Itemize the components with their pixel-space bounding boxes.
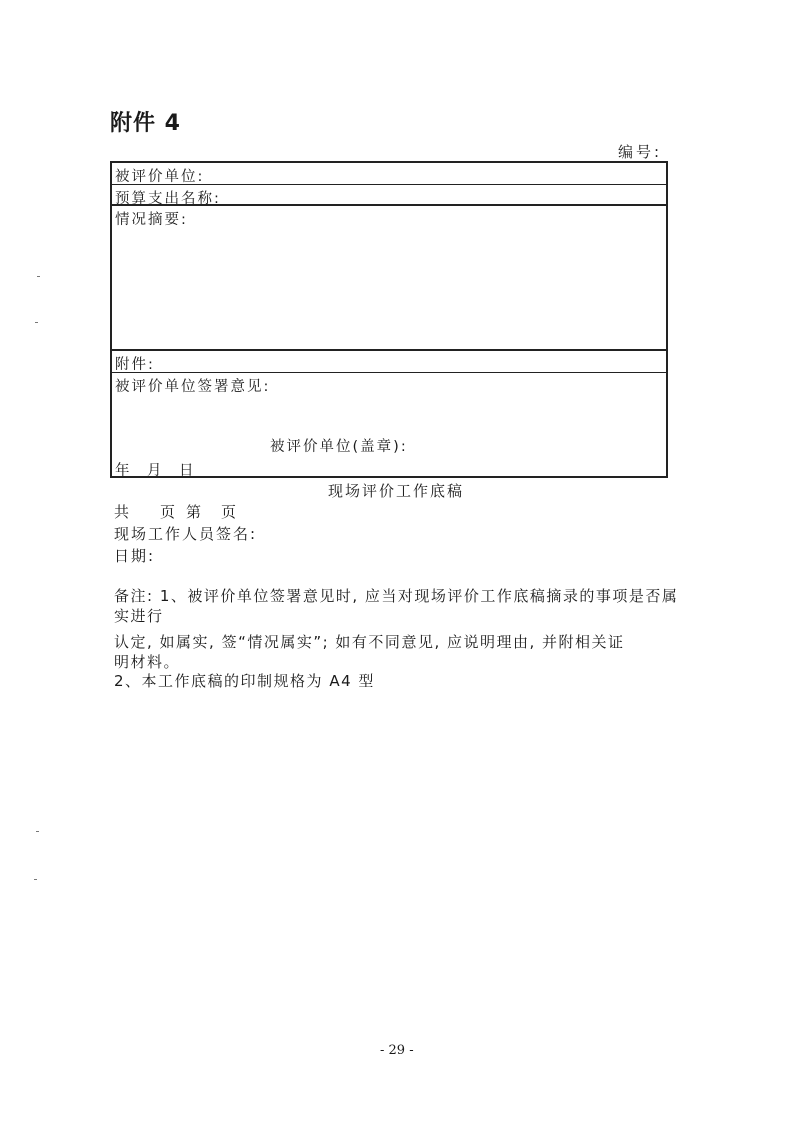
evaluated-unit-row xyxy=(112,163,666,185)
unit-opinion-row xyxy=(112,373,666,478)
summary-label: 情况摘要: xyxy=(115,212,188,228)
budget-name-label: 预算支出名称: xyxy=(115,191,221,207)
scan-speck xyxy=(35,322,38,323)
budget-name-row xyxy=(112,185,666,206)
summary-row xyxy=(112,206,666,351)
unit-opinion-label: 被评价单位签署意见: xyxy=(115,379,271,395)
pager-nth-label: 第 xyxy=(186,503,202,521)
unit-stamp-label: 被评价单位(盖章): xyxy=(270,439,408,455)
pager-page-label: 页 xyxy=(160,503,176,521)
note-line: 实进行 xyxy=(114,607,164,625)
note-line: 明材料。 xyxy=(114,653,181,671)
date-label: 日期: xyxy=(114,547,156,565)
evaluated-unit-label: 被评价单位: xyxy=(115,169,205,185)
pager-total-label: 共 xyxy=(114,503,130,521)
form-caption: 现场评价工作底稿 xyxy=(328,482,465,500)
evaluation-form-table xyxy=(110,161,668,478)
attachments-label: 附件: xyxy=(115,357,155,373)
pager-page-label-2: 页 xyxy=(221,503,237,521)
page-number: - 29 - xyxy=(380,1043,414,1058)
date-day-label: 日 xyxy=(179,463,194,479)
attachments-row xyxy=(112,351,666,373)
date-year-label: 年 xyxy=(115,463,130,479)
date-month-label: 月 xyxy=(147,463,162,479)
scan-speck xyxy=(34,879,37,880)
serial-number-label: 编号: xyxy=(618,143,663,161)
scan-speck xyxy=(37,276,40,277)
staff-signature-label: 现场工作人员签名: xyxy=(114,525,258,543)
note-line: 2、本工作底稿的印制规格为 A4 型 xyxy=(114,672,375,690)
scan-speck xyxy=(36,831,39,832)
attachment-title: 附件 4 xyxy=(110,111,181,136)
note-line: 认定, 如属实, 签“情况属实”; 如有不同意见, 应说明理由, 并附相关证 xyxy=(114,633,625,651)
note-line: 备注: 1、被评价单位签署意见时, 应当对现场评价工作底稿摘录的事项是否属 xyxy=(114,587,679,605)
